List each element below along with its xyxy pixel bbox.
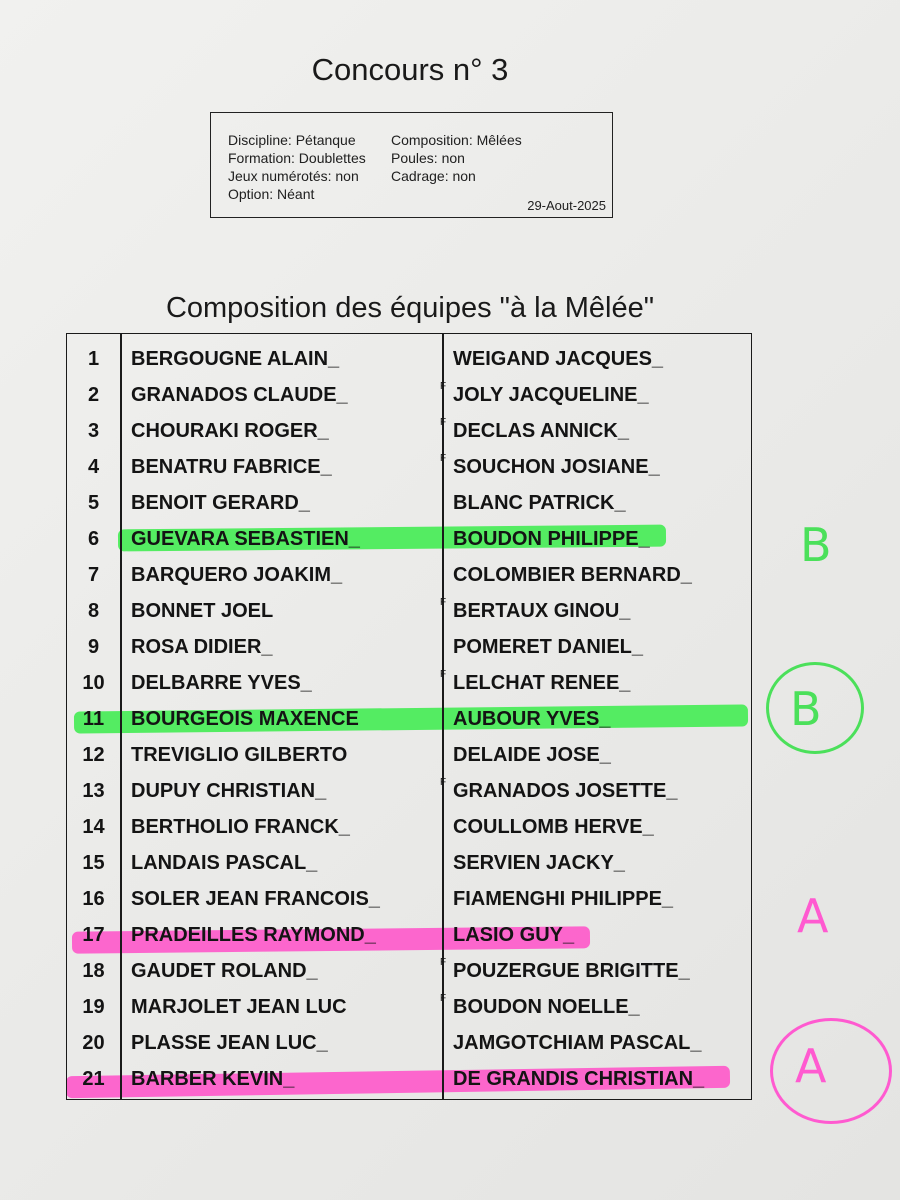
table-row: [67, 412, 753, 448]
player-1-name: MARJOLET JEAN LUC: [131, 996, 347, 1018]
cadrage-text: Cadrage: non: [391, 168, 476, 184]
table-row: [67, 664, 753, 700]
female-marker: F: [440, 417, 447, 428]
player-2-name: COULLOMB HERVE_: [453, 816, 654, 838]
female-marker: F: [440, 597, 447, 608]
female-marker: F: [440, 777, 447, 788]
player-2-name: LASIO GUY_: [453, 924, 575, 946]
team-number: 21: [82, 1068, 105, 1090]
team-number: 15: [82, 852, 105, 874]
player-2-name: DELAIDE JOSE_: [453, 744, 611, 766]
table-row: [67, 592, 753, 628]
team-number: 11: [82, 708, 105, 730]
table-row: [67, 988, 753, 1024]
team-number: 17: [82, 924, 105, 946]
female-marker: F: [440, 453, 447, 464]
player-1-name: SOLER JEAN FRANCOIS_: [131, 888, 380, 910]
table-row: [67, 736, 753, 772]
player-1-name: BENATRU FABRICE_: [131, 456, 332, 478]
team-number: 20: [82, 1032, 105, 1054]
player-2-name: POUZERGUE BRIGITTE_: [453, 960, 690, 982]
table-row: [67, 484, 753, 520]
table-row: [67, 520, 753, 556]
circle-mark-row11: [766, 662, 864, 754]
player-2-name: BERTAUX GINOU_: [453, 600, 631, 622]
player-1-name: PLASSE JEAN LUC_: [131, 1032, 328, 1054]
player-2-name: AUBOUR YVES_: [453, 708, 611, 730]
player-1-name: LANDAIS PASCAL_: [131, 852, 318, 874]
table-row: [67, 1060, 753, 1096]
player-2-name: BLANC PATRICK_: [453, 492, 626, 514]
player-1-name: GUEVARA SEBASTIEN_: [131, 528, 360, 550]
player-2-name: POMERET DANIEL_: [453, 636, 644, 658]
player-2-name: SERVIEN JACKY_: [453, 852, 625, 874]
handwritten-b-row6: B: [800, 518, 832, 572]
player-1-name: GAUDET ROLAND_: [131, 960, 318, 982]
female-marker: F: [440, 957, 447, 968]
team-number: 16: [82, 888, 105, 910]
player-1-name: BARBER KEVIN_: [131, 1068, 295, 1090]
player-1-name: BERTHOLIO FRANCK_: [131, 816, 350, 838]
composition-text: Composition: Mêlées: [391, 132, 522, 148]
player-2-name: DE GRANDIS CHRISTIAN_: [453, 1068, 705, 1090]
team-number: 18: [82, 960, 105, 982]
info-right-column: [391, 131, 522, 185]
info-left-column: [228, 131, 366, 203]
player-1-name: CHOURAKI ROGER_: [131, 420, 329, 442]
table-row: [67, 556, 753, 592]
circle-mark-row21: [770, 1018, 892, 1124]
player-1-name: BARQUERO JOAKIM_: [131, 564, 343, 586]
player-2-name: BOUDON PHILIPPE_: [453, 528, 650, 550]
table-row: [67, 772, 753, 808]
player-1-name: BOURGEOIS MAXENCE: [131, 708, 359, 730]
team-number: 4: [87, 456, 100, 478]
team-number: 3: [87, 420, 100, 442]
discipline-text: Discipline: Pétanque: [228, 132, 356, 148]
player-2-name: FIAMENGHI PHILIPPE_: [453, 888, 674, 910]
female-marker: F: [440, 993, 447, 1004]
player-2-name: LELCHAT RENEE_: [453, 672, 631, 694]
date-text: 29-Aout-2025: [527, 198, 606, 213]
team-number: 5: [87, 492, 100, 514]
info-box: [210, 112, 613, 218]
page-title: Concours n° 3: [311, 52, 509, 87]
player-1-name: BONNET JOEL: [131, 600, 274, 622]
handwritten-a-row17: A: [797, 889, 829, 943]
player-1-name: DELBARRE YVES_: [131, 672, 312, 694]
team-number: 9: [87, 636, 100, 658]
poules-text: Poules: non: [391, 150, 465, 166]
table-row: [67, 880, 753, 916]
player-2-name: SOUCHON JOSIANE_: [453, 456, 660, 478]
player-2-name: DECLAS ANNICK_: [453, 420, 629, 442]
option-text: Option: Néant: [228, 186, 315, 202]
team-number: 7: [87, 564, 100, 586]
table-row: [67, 448, 753, 484]
teams-table: [66, 333, 752, 1100]
player-1-name: PRADEILLES RAYMOND_: [131, 924, 376, 946]
female-marker: F: [440, 669, 447, 680]
table-row: [67, 628, 753, 664]
table-row: [67, 340, 753, 376]
player-2-name: GRANADOS JOSETTE_: [453, 780, 678, 802]
team-number: 8: [87, 600, 100, 622]
team-number: 14: [82, 816, 105, 838]
table-row: [67, 844, 753, 880]
section-title: Composition des équipes "à la Mêlée": [165, 292, 655, 324]
player-2-name: BOUDON NOELLE_: [453, 996, 640, 1018]
player-2-name: WEIGAND JACQUES_: [453, 348, 664, 370]
table-row: [67, 952, 753, 988]
team-number: 6: [87, 528, 100, 550]
team-number: 2: [87, 384, 100, 406]
jeux-text: Jeux numérotés: non: [228, 168, 359, 184]
table-row: [67, 808, 753, 844]
table-row: [67, 700, 753, 736]
team-number: 10: [82, 672, 105, 694]
player-2-name: COLOMBIER BERNARD_: [453, 564, 692, 586]
player-1-name: ROSA DIDIER_: [131, 636, 273, 658]
player-1-name: TREVIGLIO GILBERTO: [131, 744, 348, 766]
player-1-name: DUPUY CHRISTIAN_: [131, 780, 327, 802]
table-row: [67, 1024, 753, 1060]
player-2-name: JAMGOTCHIAM PASCAL_: [453, 1032, 702, 1054]
player-1-name: BENOIT GERARD_: [131, 492, 310, 514]
formation-text: Formation: Doublettes: [228, 150, 366, 166]
team-number: 19: [82, 996, 105, 1018]
team-number: 1: [87, 348, 100, 370]
handwritten-b-row11: B: [790, 682, 822, 736]
player-1-name: BERGOUGNE ALAIN_: [131, 348, 340, 370]
team-number: 13: [82, 780, 105, 802]
player-1-name: GRANADOS CLAUDE_: [131, 384, 348, 406]
table-row: [67, 916, 753, 952]
team-number: 12: [82, 744, 105, 766]
handwritten-a-row21: A: [795, 1039, 827, 1093]
female-marker: F: [440, 381, 447, 392]
player-2-name: JOLY JACQUELINE_: [453, 384, 649, 406]
table-row: [67, 376, 753, 412]
